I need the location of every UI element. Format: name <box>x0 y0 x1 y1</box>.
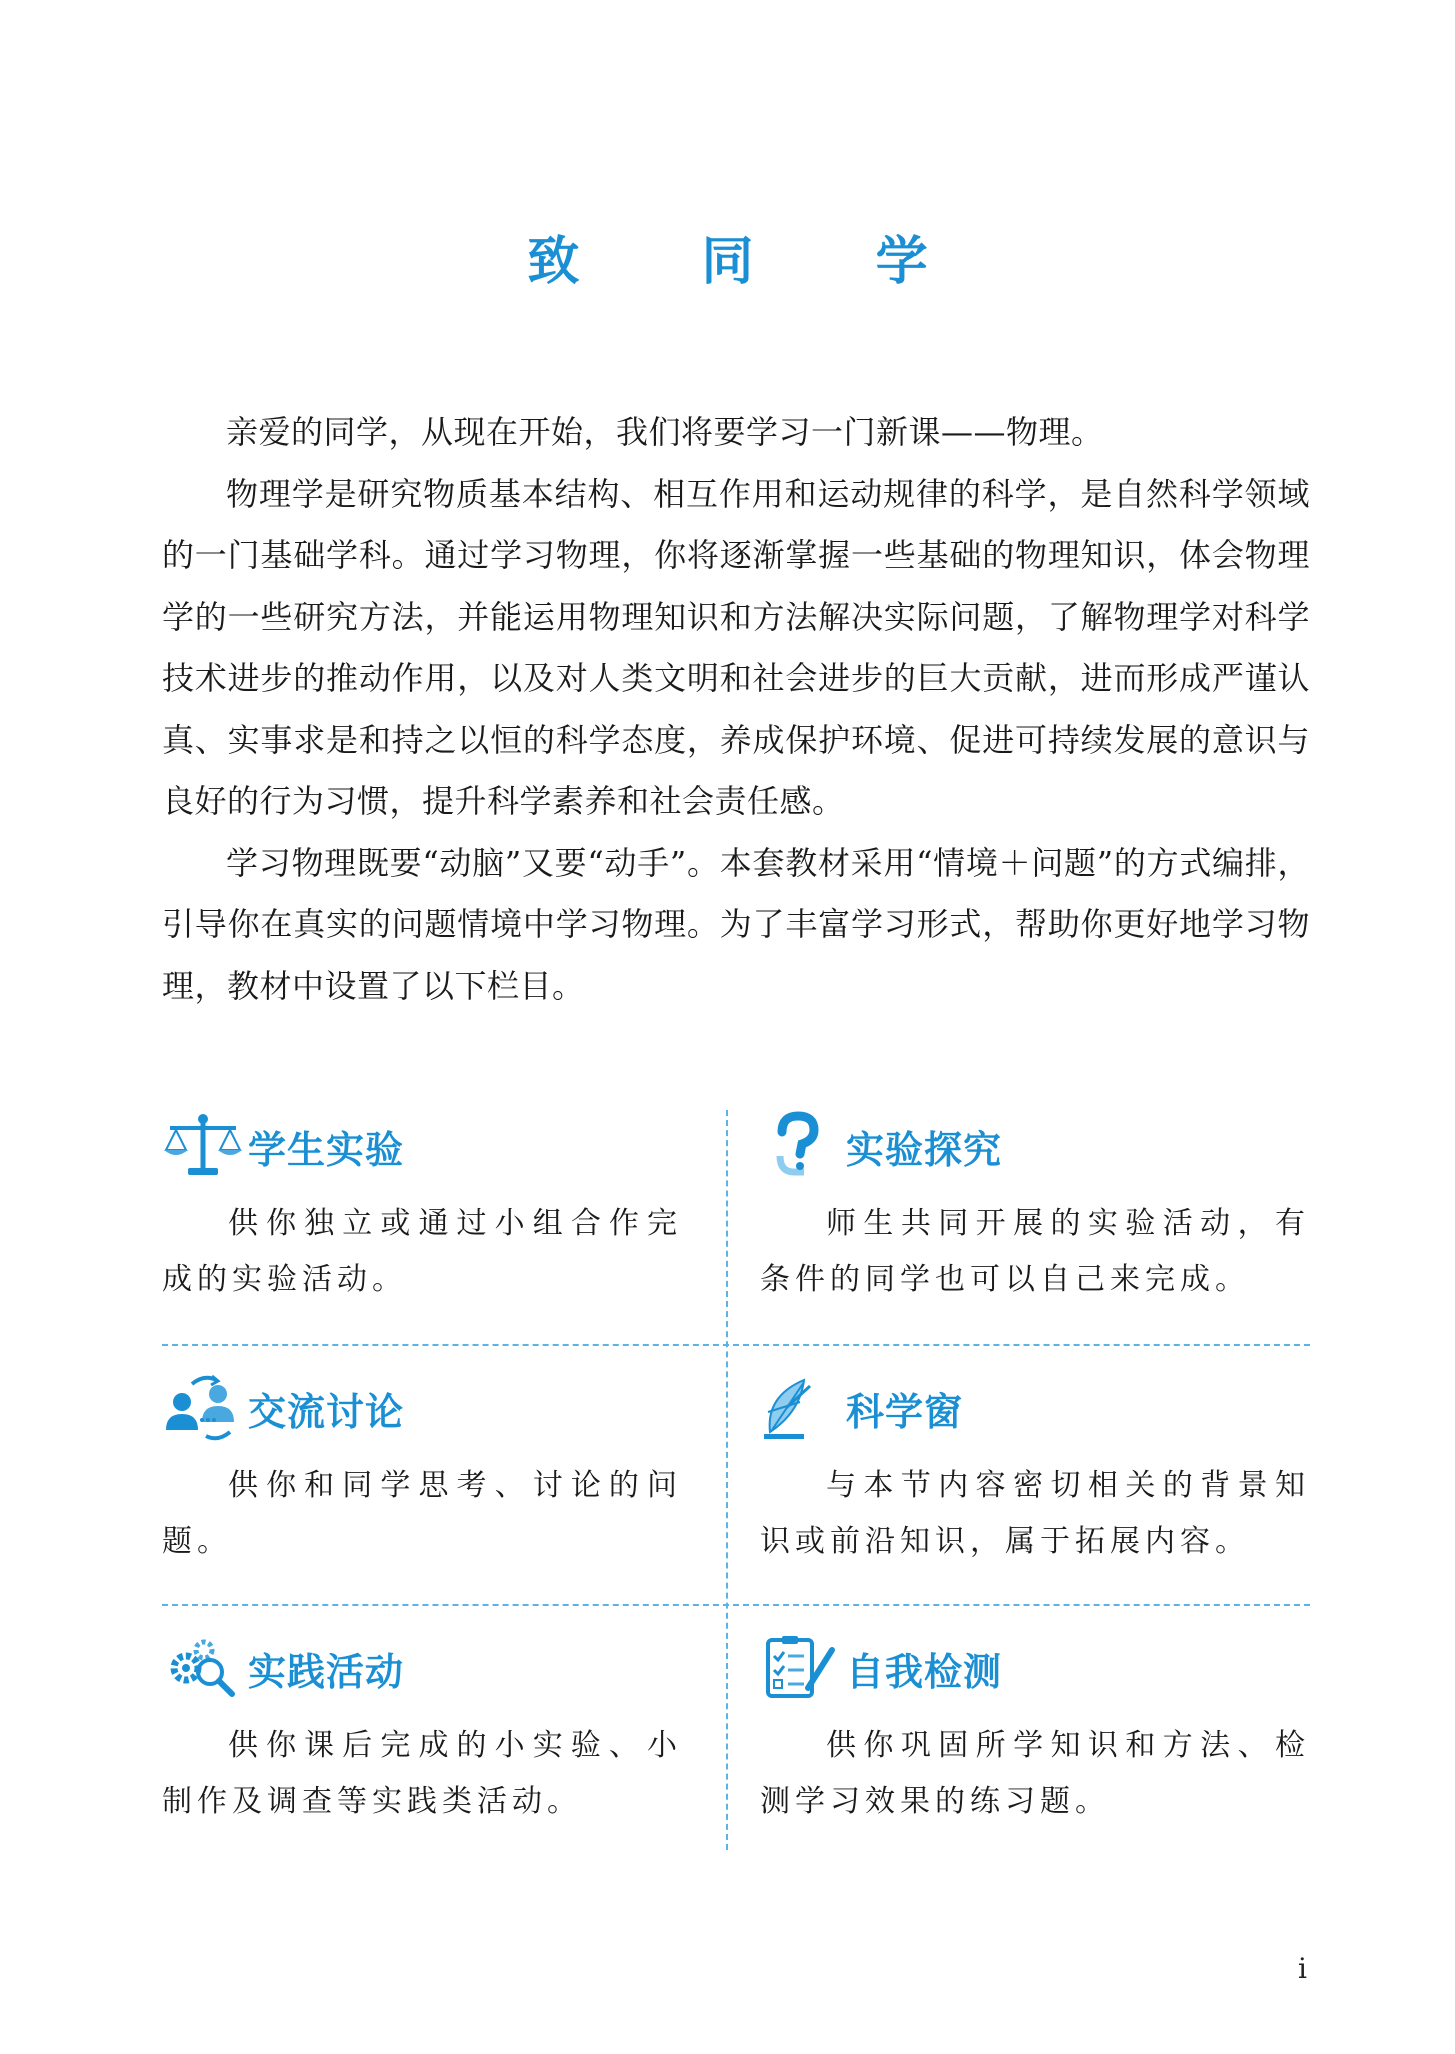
question-magnet-icon <box>760 1110 842 1182</box>
column-discussion <box>162 1372 682 1570</box>
column-label: 科学窗 <box>846 1388 964 1434</box>
column-label: 交流讨论 <box>248 1388 405 1434</box>
vertical-divider <box>726 1110 728 1850</box>
intro-text <box>162 402 1310 1017</box>
column-description: 供你和同学思考、讨论的问题。 <box>162 1468 682 1559</box>
checklist-pencil-icon <box>760 1632 842 1704</box>
horizontal-divider <box>162 1604 1310 1606</box>
satellite-dish-icon <box>760 1372 842 1444</box>
gears-magnifier-icon <box>162 1632 244 1704</box>
horizontal-divider <box>162 1344 1310 1346</box>
column-description: 供你巩固所学知识和方法、检测学习效果的练习题。 <box>760 1728 1310 1819</box>
column-description: 师生共同开展的实验活动，有条件的同学也可以自己来完成。 <box>760 1206 1310 1297</box>
balance-scale-icon <box>162 1110 244 1182</box>
column-label: 学生实验 <box>248 1126 405 1172</box>
discussion-people-icon <box>162 1372 244 1444</box>
intro-paragraph: 学习物理既要“动脑”又要“动手”。本套教材采用“情境＋问题”的方式编排，引导你在真实的问题情境中学习物理。为了丰富学习形式，帮助你更好地学习物理，教材中设置了以下栏目。 <box>162 843 1310 1005</box>
column-inquiry-experiment <box>760 1110 1310 1308</box>
intro-paragraph: 亲爱的同学，从现在开始，我们将要学习一门新课——物理。 <box>226 413 1104 451</box>
column-guide-grid <box>162 1110 1310 1850</box>
column-self-test <box>760 1632 1310 1830</box>
column-student-experiment <box>162 1110 682 1308</box>
column-description: 与本节内容密切相关的背景知识或前沿知识，属于拓展内容。 <box>760 1468 1310 1559</box>
page-number: i <box>1298 1952 1307 1985</box>
column-description: 供你课后完成的小实验、小制作及调查等实践类活动。 <box>162 1728 682 1819</box>
column-practice-activity <box>162 1632 682 1830</box>
column-science-window <box>760 1372 1310 1570</box>
intro-paragraph: 物理学是研究物质基本结构、相互作用和运动规律的科学，是自然科学领域的一门基础学科。通过学习物理，你将逐渐掌握一些基础的物理知识，体会物理学的一些研究方法，并能运用物理知识和方法解决实际问题，了解物理学对科学技术进步的推动作用，以及对人类文明和社会进步的巨大贡献，进而形成严谨认真、实事求是和持之以恒的科学态度，养成保护环境、促进可持续发展的意识与良好的行为习惯，提升科学素养和社会责任感。 <box>162 474 1310 820</box>
column-label: 实验探究 <box>846 1126 1003 1172</box>
column-label: 自我检测 <box>846 1648 1003 1694</box>
page-title: 致 同 学 <box>527 231 980 292</box>
column-label: 实践活动 <box>248 1648 405 1694</box>
column-description: 供你独立或通过小组合作完成的实验活动。 <box>162 1206 682 1297</box>
